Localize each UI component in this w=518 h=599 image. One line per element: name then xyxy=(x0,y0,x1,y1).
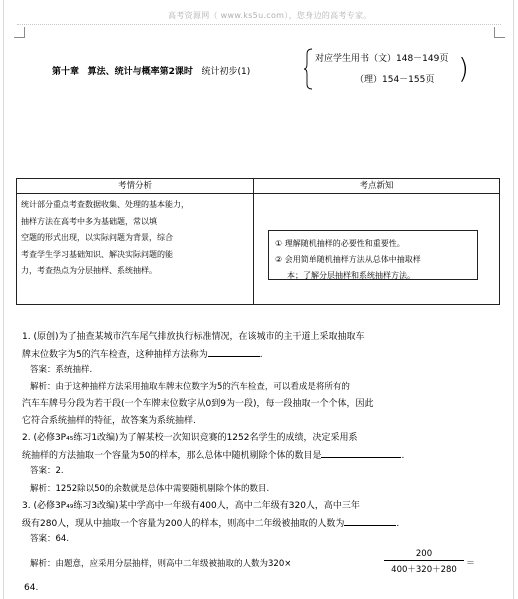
question-3-text: 级有280人，现从中抽取一个容量为200人的样本，则高中二年级被抽取的人数为 xyxy=(22,519,345,529)
fraction-numerator: 200 xyxy=(384,549,464,561)
fraction-denominator: 400＋320＋280 xyxy=(391,565,457,575)
page-edge-right xyxy=(513,0,514,599)
knowledge-box xyxy=(268,230,478,280)
question-2-explanation: 解析：1252除以50的余数就是总体中需要随机剔除个体的数目. xyxy=(30,484,270,494)
section-name: 统计初步(1) xyxy=(201,67,251,77)
analysis-line: 抽样方法在高考中多为基础题，常以填 xyxy=(21,216,157,226)
right-paren: ) xyxy=(458,52,469,85)
question-3-answer: 答案：64. xyxy=(30,534,70,544)
analysis-table xyxy=(16,178,500,305)
question-1-line-2: 牌末位数字为5的汽车检查，这种抽样方法称为 . xyxy=(22,346,263,363)
question-1-explanation: 解析：由于这种抽样方法采用抽取车牌末位数字为5的汽车检查，可以看成是将所有的 xyxy=(30,382,350,392)
page-edge-left xyxy=(3,0,4,599)
question-2-answer: 答案：2. xyxy=(30,466,64,476)
chapter-number: 第十章 xyxy=(52,67,80,77)
question-1-explanation-cont: 汽车车牌号分段为若干段(一个车牌末位数字从0到9为一段)，每一段抽取一个个体，因此 xyxy=(22,399,374,409)
question-1-answer: 答案：系统抽样. xyxy=(30,365,93,375)
question-3-line-2: 级有280人，现从中抽取一个容量为200人的样本，则高中二年级被抽取的人数为 . xyxy=(22,515,399,532)
chapter-topic: 算法、统计与概率第2课时 xyxy=(87,67,193,77)
question-2-text: 统抽样的方法抽取一个容量为50的样本，那么总体中随机剔除个体的数目是 xyxy=(22,451,322,461)
analysis-cell xyxy=(17,194,254,305)
analysis-line: 考查学生学习基础知识、解决实际问题的能 xyxy=(21,249,173,259)
knowledge-item: 本；了解分层抽样和系统抽样方法。 xyxy=(287,271,415,280)
question-1-line-1: 1. (原创)为了抽查某城市汽车尾气排放执行标准情况，在该城市的主干道上采取抽取车 xyxy=(22,332,365,342)
knowledge-cell xyxy=(254,194,500,305)
question-1-explanation-end: 它符合系统抽样的特征，故答案为系统抽样. xyxy=(22,416,196,426)
knowledge-item: ② 会用简单随机抽样方法从总体中抽取样 xyxy=(275,255,421,264)
book-reference-wen: 对应学生用书（文）148－149页 xyxy=(315,54,449,64)
crop-mark-top-right xyxy=(494,27,505,38)
crop-mark-top-left xyxy=(14,27,25,38)
analysis-line: 空题的形式出现，以实际问题为背景，综合 xyxy=(21,233,173,243)
left-brace-icon xyxy=(303,48,313,90)
question-2-line-2: 统抽样的方法抽取一个容量为50的样本，那么总体中随机剔除个体的数目是 . xyxy=(22,447,404,464)
header-divider xyxy=(17,24,501,25)
question-3-line-1: 3. (必修3P₄₉练习3改编)某中学高中一年级有400人，高中二年级有320人，高中三年 xyxy=(22,501,360,511)
question-1-text: 牌末位数字为5的汽车检查，这种抽样方法称为 xyxy=(22,350,208,360)
answer-blank xyxy=(344,515,396,526)
analysis-header: 考情分析 xyxy=(17,179,254,194)
chapter-title xyxy=(52,64,250,77)
knowledge-header: 考点新知 xyxy=(254,179,500,194)
knowledge-item: ① 理解随机抽样的必要性和重要性。 xyxy=(275,239,405,248)
analysis-line: 统计部分重点考查数据收集、处理的基本能力， xyxy=(21,200,189,209)
analysis-line: 力，考查热点为分层抽样、系统抽样。 xyxy=(21,266,157,276)
question-3-result: 64. xyxy=(24,583,39,593)
answer-blank xyxy=(208,346,260,357)
question-2-line-1: 2. (必修3P₄₅练习1改编)为了解某校一次知识竞赛的1252名学生的成绩，决定采用系 xyxy=(22,433,358,443)
page-header: 高考资源网（ www.ks5u.com），您身边的高考专家。 xyxy=(168,11,372,20)
equals-sign: ＝ xyxy=(466,559,476,569)
book-reference-li: （理）154－155页 xyxy=(355,75,435,85)
question-3-explanation: 解析：由题意，应采用分层抽样，则高中二年级被抽取的人数为320× xyxy=(30,559,292,569)
fraction xyxy=(384,549,464,575)
answer-blank xyxy=(321,447,401,458)
